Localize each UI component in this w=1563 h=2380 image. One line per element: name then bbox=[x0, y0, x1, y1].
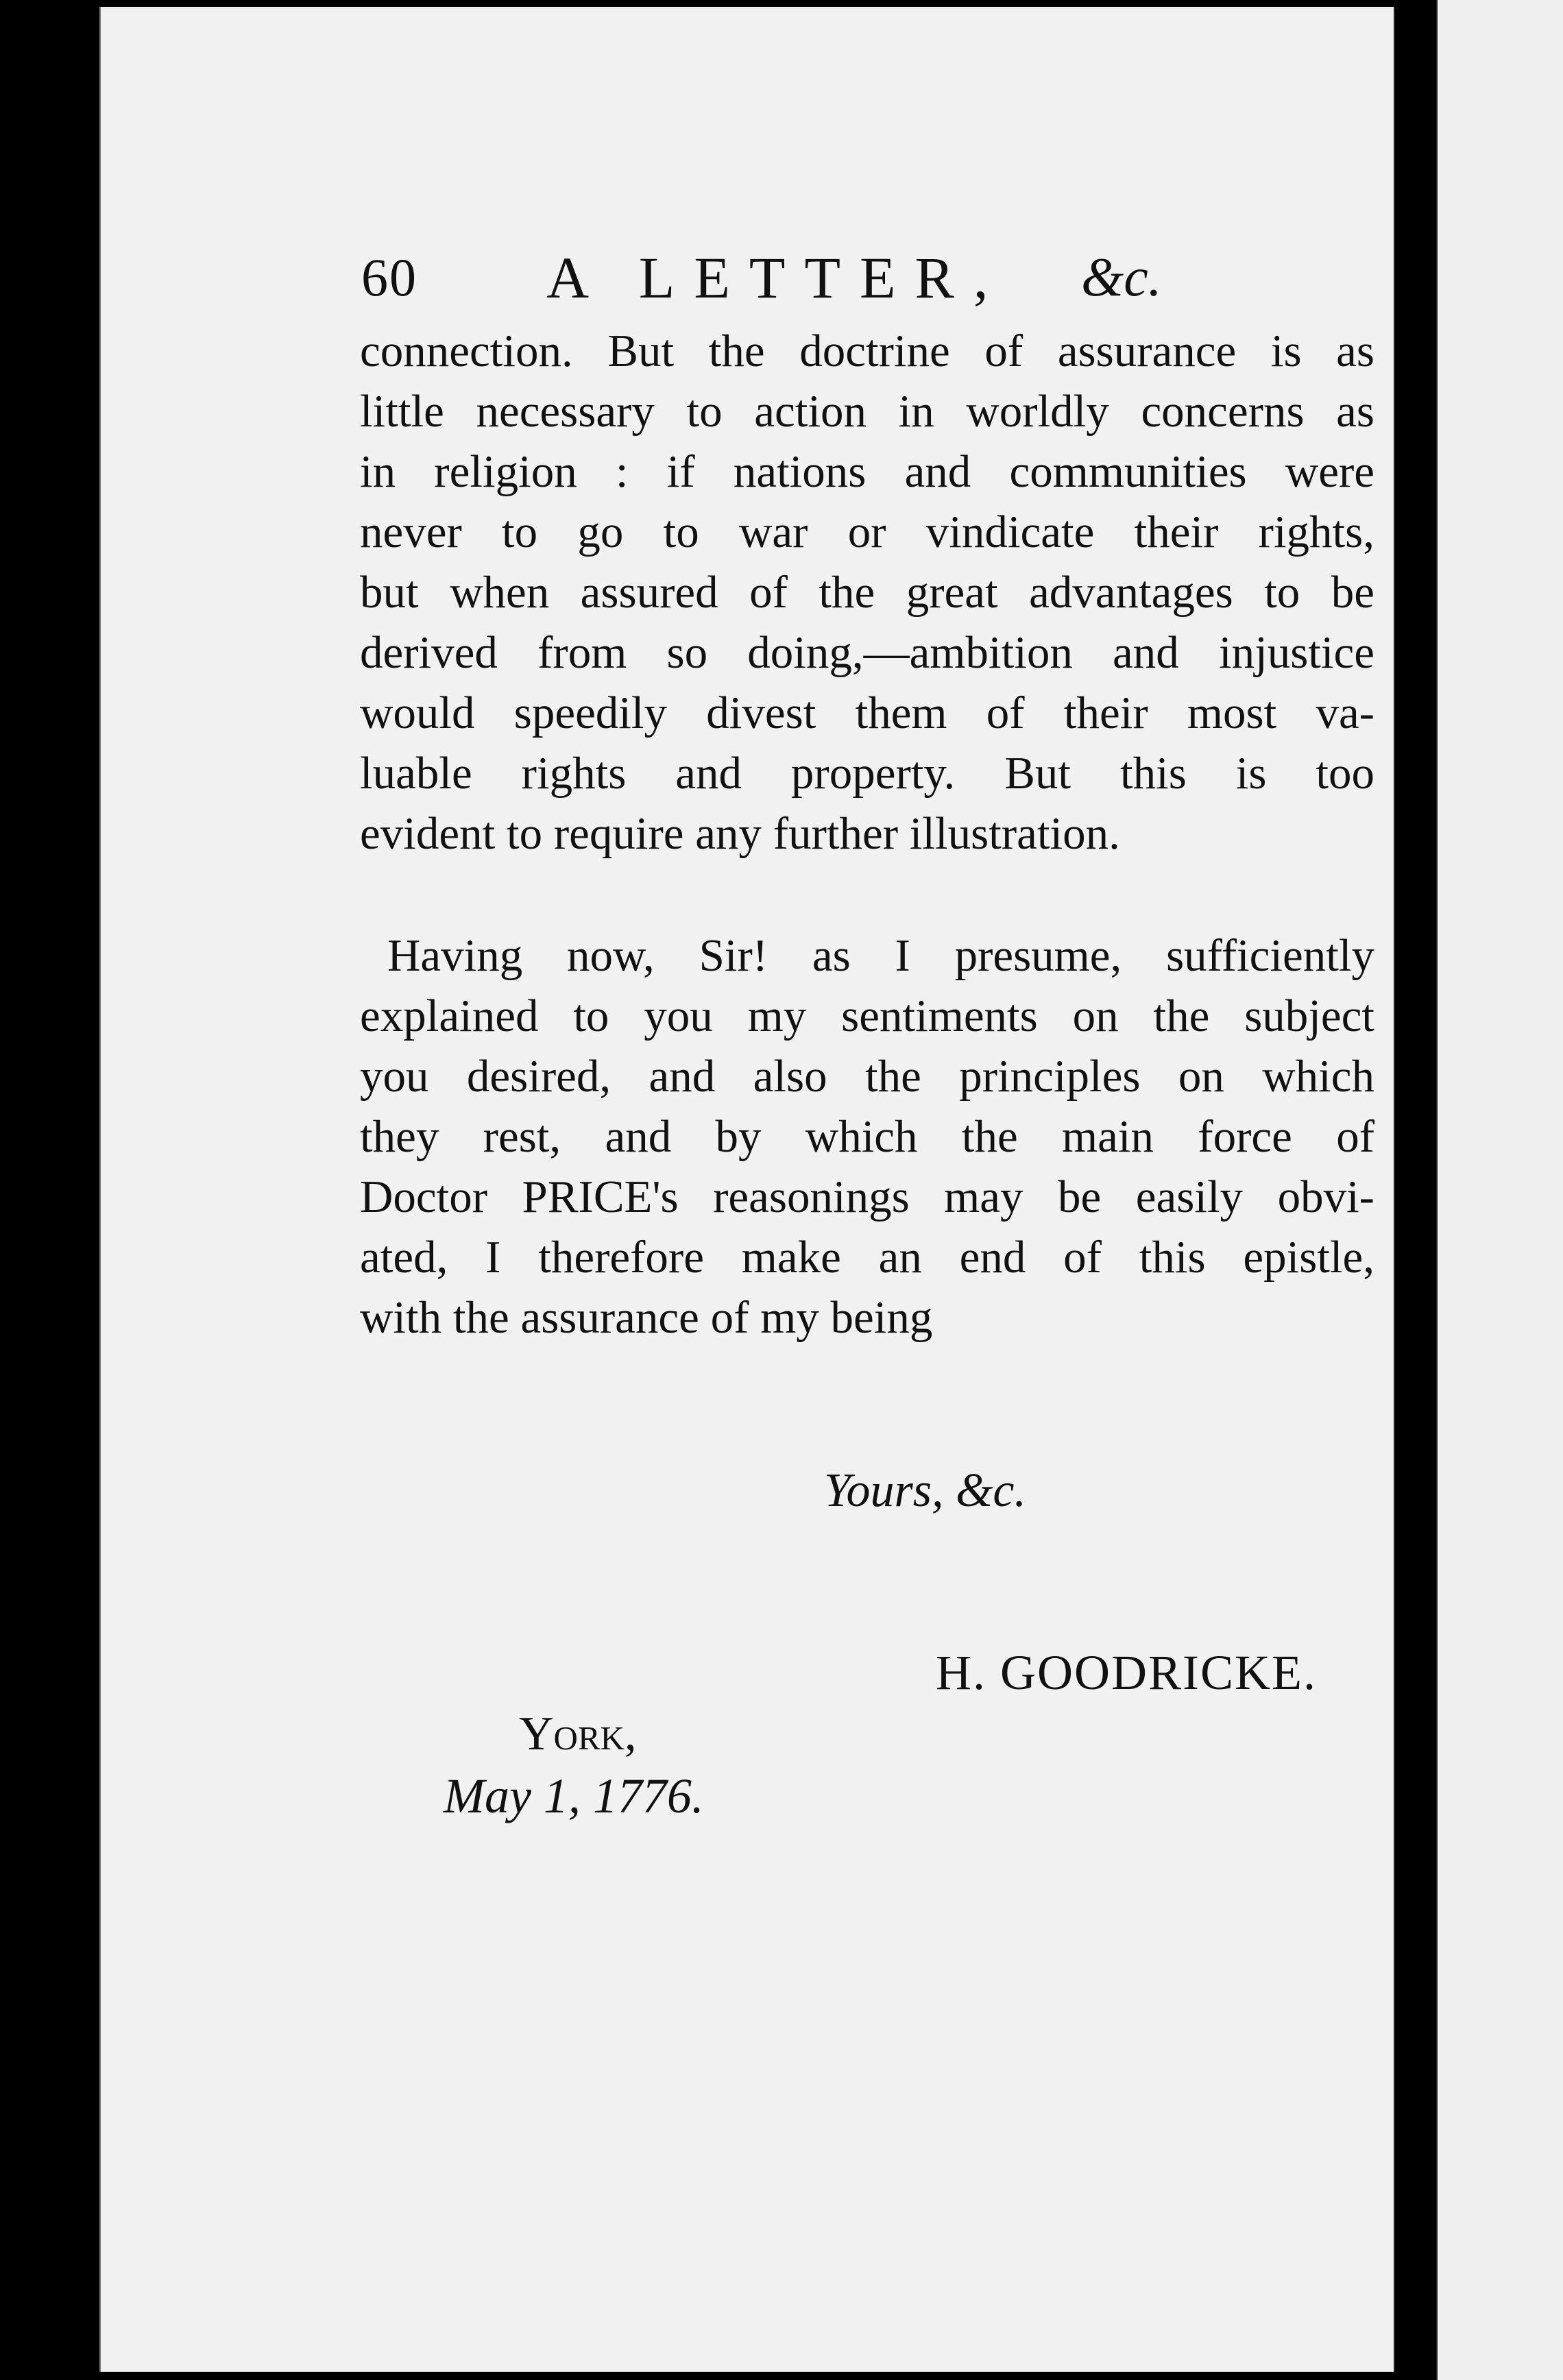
text-line: in religion : if nations and communities were bbox=[360, 446, 1374, 497]
adjacent-page-edge bbox=[1436, 0, 1563, 2380]
text-line: Having now, Sir! as I presume, sufficiently bbox=[387, 930, 1374, 981]
page-number: 60 bbox=[361, 247, 417, 307]
body-paragraph-2 bbox=[360, 925, 1374, 1348]
text-line: ated, I therefore make an end of this epistle, bbox=[360, 1232, 1374, 1283]
signature: H. GOODRICKE. bbox=[936, 1645, 1317, 1700]
text-line: evident to require any further illustration. bbox=[360, 808, 1120, 859]
text-line: little necessary to action in worldly concerns as bbox=[360, 386, 1374, 437]
running-title-etc: &c. bbox=[1081, 247, 1162, 308]
running-title: A LETTER, bbox=[546, 245, 1008, 311]
text-line: derived from so doing,—ambition and injustice bbox=[360, 627, 1374, 678]
valediction: Yours, &c. bbox=[824, 1464, 1027, 1517]
text-line: connection. But the doctrine of assurance is as bbox=[360, 326, 1374, 376]
text-line: explained to you my sentiments on the subject bbox=[360, 991, 1374, 1041]
running-header bbox=[361, 240, 1307, 315]
text-line: with the assurance of my being bbox=[360, 1292, 933, 1343]
text-line: would speedily divest them of their most va- bbox=[360, 688, 1374, 738]
text-line: but when assured of the great advantages to be bbox=[360, 567, 1374, 618]
text-line: Doctor PRICE's reasonings may be easily obvi- bbox=[360, 1171, 1374, 1222]
book-page bbox=[99, 7, 1395, 2372]
text-line: luable rights and property. But this is too bbox=[360, 748, 1374, 799]
text-line: never to go to war or vindicate their rights, bbox=[360, 507, 1374, 557]
date: May 1, 1776. bbox=[444, 1769, 704, 1823]
text-line: you desired, and also the principles on which bbox=[360, 1051, 1374, 1102]
place: York, bbox=[519, 1708, 637, 1760]
text-line: they rest, and by which the main force of bbox=[360, 1111, 1374, 1162]
body-paragraph-1 bbox=[360, 321, 1374, 864]
